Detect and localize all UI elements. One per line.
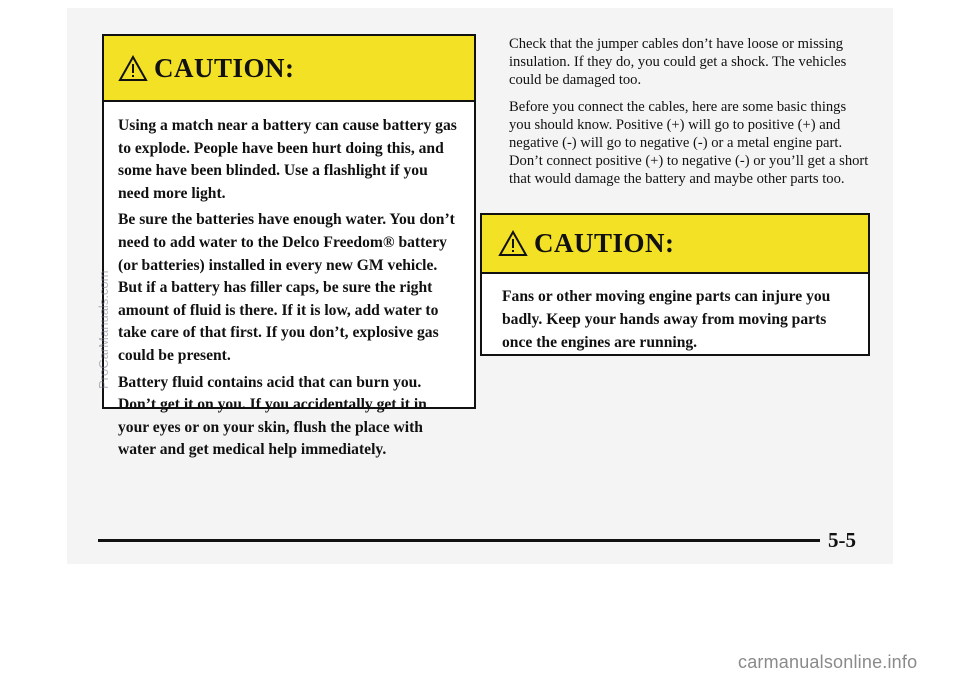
warning-triangle-icon [118,55,148,82]
caution-paragraph: Be sure the batteries have enough water. You don’t need to add water to the Delco Freedom® battery (or batteries) installed in every new GM vehicle. But if a battery has filler caps, be sure the right amount of fluid is there. If it is low, add water to take care of that first. If you don’t, explosive gas could be present. [118,211,455,364]
caution-header [482,215,868,274]
warning-triangle-icon [498,230,528,257]
caution-title: CAUTION: [534,228,675,258]
body-paragraph: Check that the jumper cables don’t have loose or missing insulation. If they do, you could get a shock. The vehicles could be damaged too. [509,36,847,89]
site-watermark: carmanualsonline.info [738,652,918,672]
footer-rule [98,539,820,542]
body-paragraph: Before you connect the cables, here are some basic things you should know. Positive (+) will go to positive (+) and negative (-) will go to negative (-) or a metal engine part. Don’t connect positive (+) to negative (-) or you’ll get a short that would damage the battery and maybe other parts too. [509,98,869,188]
body-text-column [509,35,871,197]
caution-paragraph: Battery fluid contains acid that can burn you. Don’t get it on you. If you accidentally get it in your eyes or on your skin, flush the place with water and get medical help immediately. [118,373,427,459]
caution-paragraph: Fans or other moving engine parts can injure you badly. Keep your hands away from moving parts once the engines are running. [502,288,831,351]
caution-title: CAUTION: [154,52,295,83]
page-number: 5-5 [828,528,856,552]
caution-paragraph: Using a match near a battery can cause battery gas to explode. People have been hurt doing this, and some have been blinded. Use a flashlight if you need more light. [118,117,457,202]
caution-box-fans [480,213,870,356]
caution-body [104,102,474,462]
side-watermark: ProCarManuals.com [96,270,111,390]
caution-box-battery [102,34,476,459]
caution-header [104,36,474,102]
caution-body [482,274,868,354]
